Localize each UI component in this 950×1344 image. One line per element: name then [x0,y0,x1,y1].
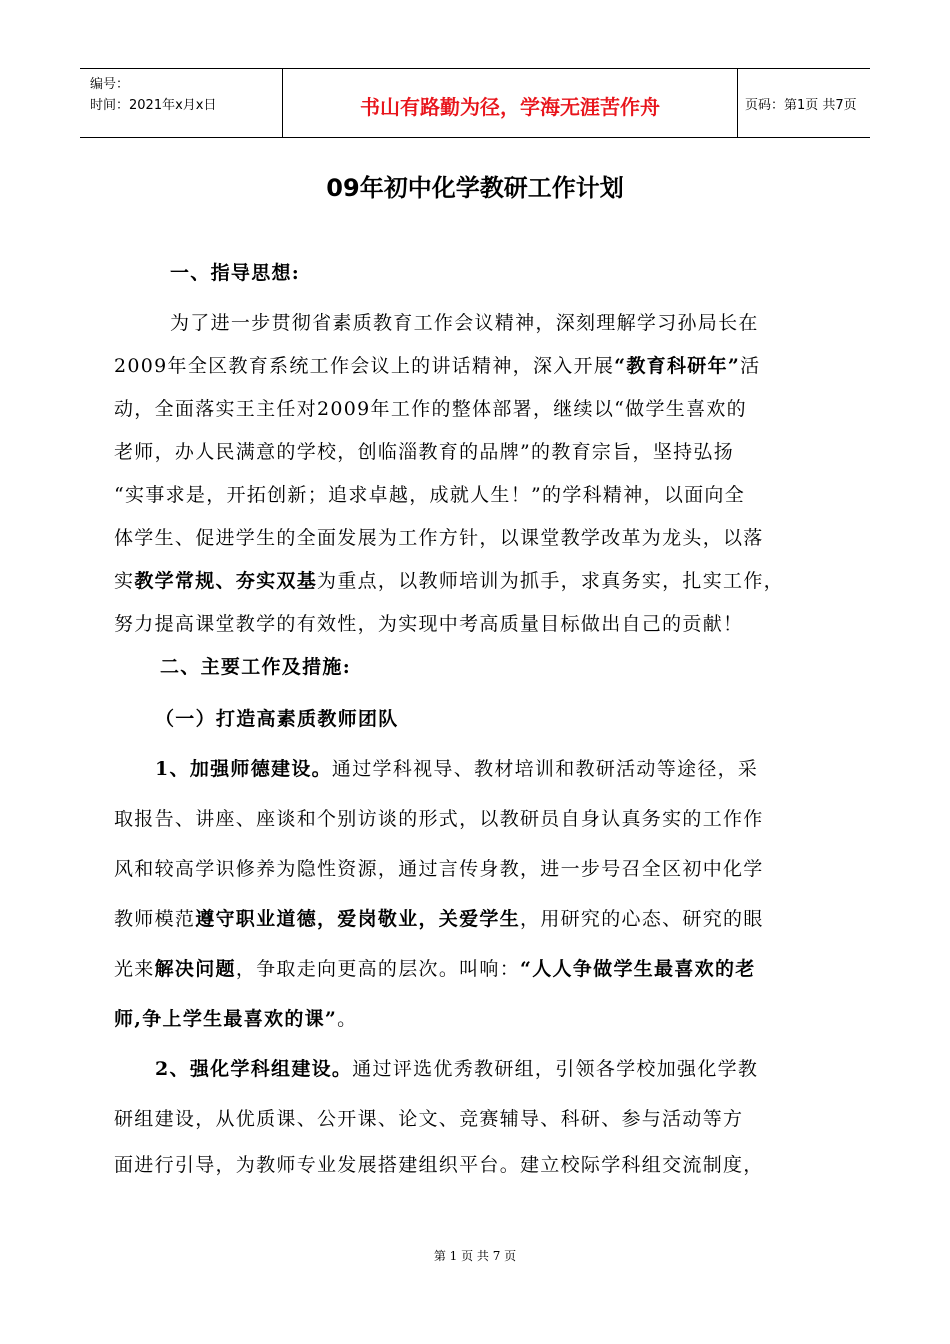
paragraph-line: 面进行引导，为教师专业发展搭建组织平台。建立校际学科组交流制度， [114,1154,764,1176]
paragraph-line: 为了进一步贯彻省素质教育工作会议精神，深刻理解学习孙局长在 [170,312,759,334]
item-heading: 1、加强师德建设。 [155,758,332,780]
paragraph-line [114,353,854,379]
text-run: 为重点，以教师培训为抓手，求真务实，扎实工作， [317,570,784,592]
paragraph-line [114,906,854,932]
page-footer: 第 1 页 共 7 页 [433,1249,517,1263]
motto: 书山有路勤为径，学海无涯苦作舟 [360,95,660,119]
text-run: 通过学科视导、教材培训和教研活动等途径，采 [331,758,759,780]
header-page-cell [737,69,870,137]
emphasis-text: 解决问题 [154,958,236,980]
document-title: 09年初中化学教研工作计划 [326,174,624,202]
time-label: 时间：2021年x月x日 [90,98,217,113]
paragraph-line: 老师，办人民满意的学校，创临淄教育的品牌”的教育宗旨，坚持弘扬 [114,441,735,463]
section-heading-main-work: 二、主要工作及措施: [160,656,352,678]
text-run: 2009年全区教育系统工作会议上的讲话精神，深入开展 [114,355,615,377]
paragraph-line [155,1056,895,1082]
emphasis-text: 遵守职业道德，爱岗敬业，关爱学生 [195,908,521,930]
header-motto-cell [282,69,738,137]
paragraph-line [114,956,854,982]
paragraph-line [155,756,895,782]
emphasis-text: “人人争做学生最喜欢的老 [520,958,756,980]
number-label: 编号： [90,77,130,92]
header-info-cell [80,69,282,137]
text-run: ，用研究的心态、研究的眼 [520,908,764,930]
section-heading-guiding-thought: 一、指导思想: [170,262,301,284]
paragraph-line: 取报告、讲座、座谈和个别访谈的形式，以教研员自身认真务实的工作作 [114,808,764,830]
paragraph-line: 风和较高学识修养为隐性资源，通过言传身教，进一步号召全区初中化学 [114,858,764,880]
text-run: 。 [337,1008,358,1030]
paragraph-line [114,568,854,594]
text-run: 活 [740,355,761,377]
text-run: ，争取走向更高的层次。叫响： [235,958,521,980]
text-run: 通过评选优秀教研组，引领各学校加强化学教 [352,1058,759,1080]
item-heading: 2、强化学科组建设。 [155,1058,353,1080]
text-run: 实 [114,570,135,592]
emphasis-text: “教育科研年” [614,355,741,377]
paragraph-line: 体学生、促进学生的全面发展为工作方针，以课堂教学改革为龙头，以落 [114,527,764,549]
paragraph-line [114,1006,854,1032]
emphasis-text: 师,争上学生最喜欢的课” [114,1008,338,1030]
header-table [80,68,870,138]
text-run: 教师模范 [114,908,196,930]
page-info: 页码：第1页 共7页 [745,98,857,113]
paragraph-line: 动，全面落实王主任对2009年工作的整体部署，继续以“做学生喜欢的 [114,398,747,420]
subsection-heading-teacher-team: （一）打造高素质教师团队 [155,708,399,730]
text-run: 光来 [114,958,155,980]
paragraph-line: 努力提高课堂教学的有效性，为实现中考高质量目标做出自己的贡献！ [114,613,744,635]
emphasis-text: 教学常规、夯实双基 [134,570,318,592]
paragraph-line: “实事求是，开拓创新；追求卓越，成就人生！”的学科精神，以面向全 [114,484,746,506]
paragraph-line: 研组建设，从优质课、公开课、论文、竞赛辅导、科研、参与活动等方 [114,1108,744,1130]
